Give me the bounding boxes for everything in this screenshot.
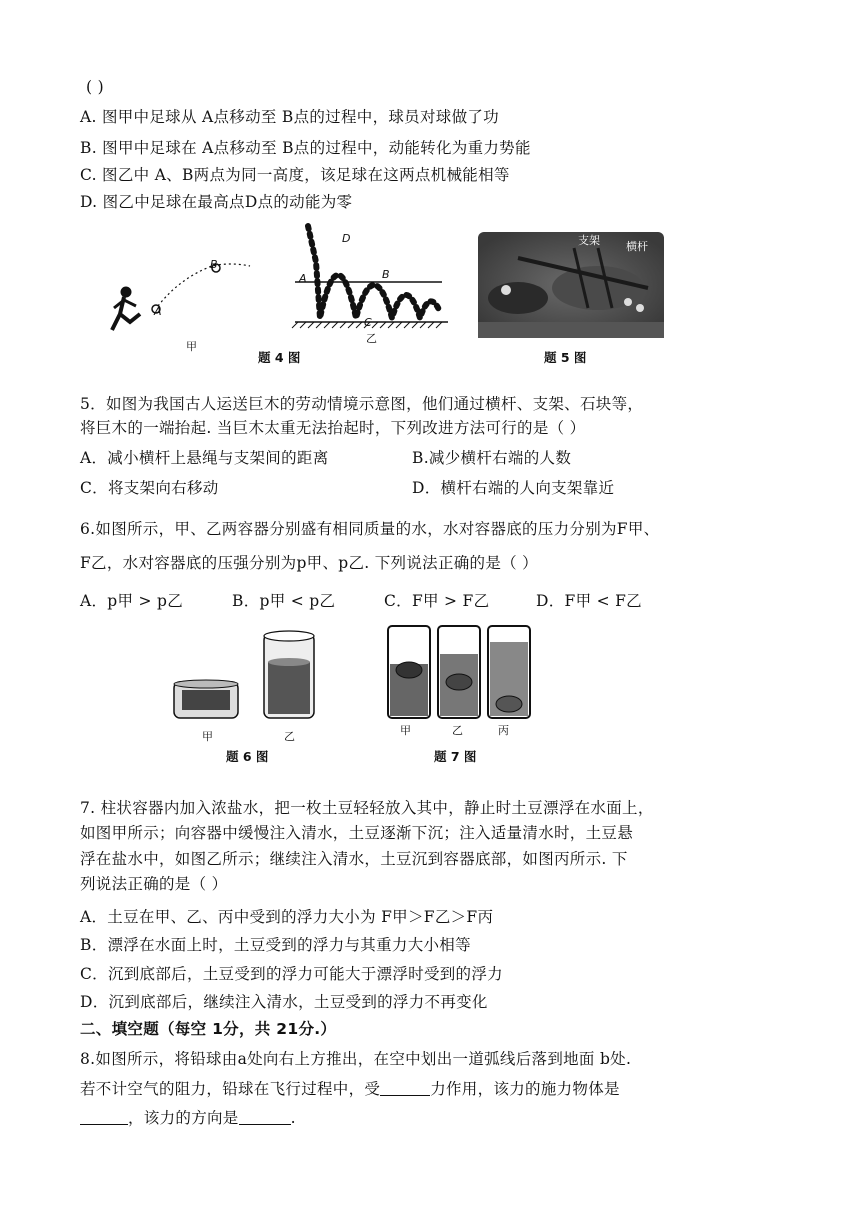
q8-blank-force[interactable] (380, 1081, 430, 1096)
fig4-label-a2: A (299, 272, 307, 285)
q4-option-d: D. 图乙中足球在最高点D点的动能为零 (80, 193, 353, 211)
q8-line1: 8.如图所示，将铅球由a处向右上方推出，在空中划出一道弧线后落到地面 b处. (80, 1050, 632, 1068)
q5-stem-line2: 将巨木的一端抬起. 当巨木太重无法抬起时，下列改进方法可行的是（ ） (80, 419, 586, 437)
q6-option-b: B．p甲 < p乙 (232, 592, 336, 610)
q4-option-c: C. 图乙中 A、B两点为同一高度，该足球在这两点机械能相等 (80, 166, 510, 184)
kicker-figure (112, 287, 140, 330)
q6-stem-line2: F乙，水对容器底的压强分别为p甲、p乙. 下列说法正确的是（ ） (80, 554, 538, 572)
q8-line2-part2: 力作用，该力的施力物体是 (430, 1080, 620, 1098)
q5-option-a: A．减小横杆上悬绳与支架间的距离 (80, 449, 329, 467)
q4-option-b: B. 图甲中足球在 A点移动至 B点的过程中，动能转化为重力势能 (80, 139, 531, 157)
q7-stem-line1: 7. 柱状容器内加入浓盐水，把一枚土豆轻轻放入其中，静止时土豆漂浮在水面上， (80, 799, 654, 817)
q6-stem-line1: 6.如图所示，甲、乙两容器分别盛有相同质量的水，水对容器底的压力分别为F甲、 (80, 520, 660, 538)
fig5-label-support: 支架 (578, 234, 600, 247)
container-yi (264, 631, 314, 718)
q7-option-c: C．沉到底部后，土豆受到的浮力可能大于漂浮时受到的浮力 (80, 965, 503, 983)
q4-answer-bracket: ( ) (86, 78, 104, 96)
q5-stem-line1: 5．如图为我国古人运送巨木的劳动情境示意图，他们通过横杆、支架、石块等， (80, 395, 644, 413)
q8-line3-part2: . (290, 1109, 296, 1127)
fig7-diagram (384, 620, 534, 720)
q7-stem-line2: 如图甲所示；向容器中缓慢注入清水，土豆逐渐下沉；注入适量清水时，土豆悬 (80, 824, 634, 842)
fig4-label-d: D (342, 232, 351, 245)
fig6-label-jia: 甲 (202, 730, 213, 743)
fig4-label-b2: B (382, 268, 390, 281)
q7-stem-line3: 浮在盐水中，如图乙所示；继续注入清水，土豆沉到容器底部，如图丙所示. 下 (80, 850, 628, 868)
ball-trajectory (158, 264, 250, 306)
fig5-label-lever: 横杆 (626, 240, 648, 253)
fig7-label-jia: 甲 (400, 724, 411, 737)
beaker-yi (438, 626, 480, 718)
fig4-label-yi: 乙 (366, 332, 377, 345)
container-jia (174, 680, 238, 718)
fig4-label-jia: 甲 (186, 340, 197, 353)
fig6-diagram (170, 628, 320, 728)
q8-line2 (80, 1078, 620, 1100)
q6-option-c: C．F甲 > F乙 (384, 592, 490, 610)
q8-line2-part1: 若不计空气的阻力，铅球在飞行过程中，受 (80, 1080, 381, 1098)
q7-option-b: B．漂浮在水面上时，土豆受到的浮力与其重力大小相等 (80, 936, 471, 954)
beaker-bing (488, 626, 530, 718)
q7-stem-line4: 列说法正确的是（ ） (80, 875, 228, 893)
fig4-label-a: A (154, 305, 162, 318)
fig5-caption: 题 5 图 (544, 350, 587, 365)
q5-option-d: D．横杆右端的人向支架靠近 (412, 479, 615, 497)
q7-option-d: D．沉到底部后，继续注入清水，土豆受到的浮力不再变化 (80, 993, 488, 1011)
fig6-caption: 题 6 图 (226, 749, 269, 764)
fig4-label-c: C (364, 316, 372, 329)
fig7-label-bing: 丙 (498, 724, 509, 737)
q8-line3 (80, 1107, 296, 1129)
q5-option-c: C．将支架向右移动 (80, 479, 219, 497)
q7-option-a: A．土豆在甲、乙、丙中受到的浮力大小为 F甲＞F乙＞F丙 (80, 908, 494, 926)
q4-option-a: A. 图甲中足球从 A点移动至 B点的过程中，球员对球做了功 (80, 108, 499, 126)
fig4-diagram (100, 222, 460, 352)
q8-blank-direction[interactable] (239, 1110, 291, 1125)
section2-heading: 二、填空题（每空 1分，共 21分.） (80, 1020, 337, 1038)
beaker-jia (388, 626, 430, 718)
fig7-caption: 题 7 图 (434, 749, 477, 764)
fig4-caption: 题 4 图 (258, 350, 301, 365)
q8-line3-part1: ，该力的方向是 (128, 1109, 239, 1127)
q8-blank-source[interactable] (80, 1110, 128, 1125)
fig6-label-yi: 乙 (284, 730, 295, 743)
fig7-label-yi: 乙 (452, 724, 463, 737)
q5-option-b: B.减少横杆右端的人数 (412, 449, 572, 467)
q6-option-d: D．F甲 < F乙 (536, 592, 642, 610)
bounce-path (308, 226, 440, 318)
fig4-label-b: B (210, 258, 218, 271)
q6-option-a: A．p甲 > p乙 (80, 592, 184, 610)
